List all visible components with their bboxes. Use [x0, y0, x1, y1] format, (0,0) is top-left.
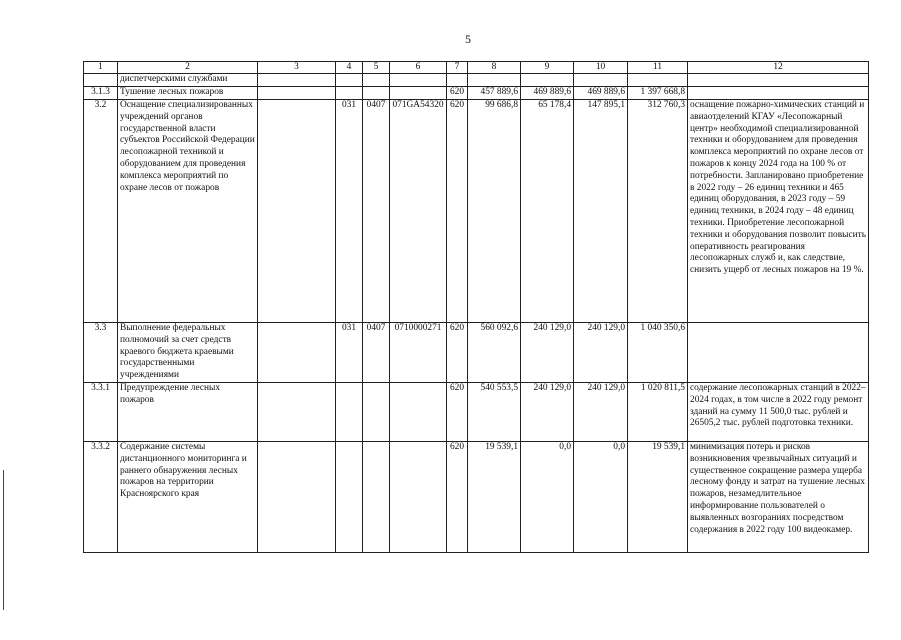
cell-year-2: 0,0	[521, 441, 574, 552]
cell-result	[688, 87, 869, 100]
cell-year-2: 240 129,0	[521, 323, 574, 383]
cell-csr: 0710000271	[390, 323, 447, 383]
cell-vr	[447, 74, 468, 87]
table-row	[84, 100, 869, 323]
row-title: диспетчерскими службами	[118, 74, 258, 87]
cell	[258, 323, 336, 383]
row-number: 3.2	[84, 100, 118, 323]
cell	[258, 87, 336, 100]
row-number: 3.3.2	[84, 441, 118, 552]
table-row	[84, 323, 869, 383]
cell-year-1: 540 553,5	[468, 382, 521, 441]
header-cell: 1	[84, 62, 118, 74]
cell-grbs	[336, 382, 363, 441]
cell-section	[363, 87, 390, 100]
cell-total: 1 020 811,5	[628, 382, 688, 441]
cell-year-3: 0,0	[574, 441, 628, 552]
cell-section: 0407	[363, 323, 390, 383]
header-cell: 9	[521, 62, 574, 74]
cell-year-2: 240 129,0	[521, 382, 574, 441]
cell-vr: 620	[447, 441, 468, 552]
row-number: 3.1.3	[84, 87, 118, 100]
cell-total: 1 397 668,8	[628, 87, 688, 100]
cell-grbs	[336, 441, 363, 552]
cell-result	[688, 74, 869, 87]
cell	[258, 100, 336, 323]
cell-section	[363, 74, 390, 87]
header-cell: 6	[390, 62, 447, 74]
header-cell: 11	[628, 62, 688, 74]
header-cell: 3	[258, 62, 336, 74]
cell-csr: 071GA54320	[390, 100, 447, 323]
cell-section: 0407	[363, 100, 390, 323]
cell-year-3	[574, 74, 628, 87]
budget-table	[83, 61, 869, 553]
cell-total: 312 760,3	[628, 100, 688, 323]
row-title: Тушение лесных пожаров	[118, 87, 258, 100]
header-cell: 12	[688, 62, 869, 74]
header-cell: 2	[118, 62, 258, 74]
cell-result: оснащение пожарно-химических станций и авиаотделений КГАУ «Лесопожарный центр» необходимой специализированной техники и оборудованием для проведения комплекса мероприятий по охране лесов от пожаров к концу 2024 года на 100 % от потребности. Запланировано приобретение в 2022 году – 26 единиц техники и 465 единиц оборудования, в 2023 году – 59 единиц техники, в 2024 году – 48 единиц техники. Приобретение лесопожарной техники и оборудования позволит повысить оперативность реагирования лесопожарных служб и, как следствие, снизить ущерб от лесных пожаров на 19 %.	[688, 100, 869, 323]
cell-grbs: 031	[336, 323, 363, 383]
table-row	[84, 74, 869, 87]
cell-csr	[390, 441, 447, 552]
cell-total	[628, 74, 688, 87]
row-title: Содержание системы дистанционного мониторинга и раннего обнаружения лесных пожаров на территории Красноярского края	[118, 441, 258, 552]
cell	[258, 74, 336, 87]
row-title: Выполнение федеральных полномочий за счет средств краевого бюджета краевыми государственными учреждениями	[118, 323, 258, 383]
cell	[258, 382, 336, 441]
row-number	[84, 74, 118, 87]
cell-csr	[390, 87, 447, 100]
cell-grbs	[336, 87, 363, 100]
header-cell: 8	[468, 62, 521, 74]
row-title: Оснащение специализированных учреждений органов государственной власти субъектов Российской Федерации лесопожарной техникой и оборудованием для проведения комплекса мероприятий по охране лесов от пожаров	[118, 100, 258, 323]
cell-total: 19 539,1	[628, 441, 688, 552]
cell-vr: 620	[447, 323, 468, 383]
cell-year-3: 147 895,1	[574, 100, 628, 323]
row-number: 3.3	[84, 323, 118, 383]
table-row	[84, 441, 869, 552]
cell-grbs: 031	[336, 100, 363, 323]
header-cell: 5	[363, 62, 390, 74]
cell-year-1: 19 539,1	[468, 441, 521, 552]
row-title: Предупреждение лесных пожаров	[118, 382, 258, 441]
cell-result: содержание лесопожарных станций в 2022–2024 годах, в том числе в 2022 году ремонт зданий на сумму 11 500,0 тыс. рублей и 26505,2 тыс. рублей подготовка техники.	[688, 382, 869, 441]
cell-csr	[390, 382, 447, 441]
cell-year-1	[468, 74, 521, 87]
cell-year-1: 99 686,8	[468, 100, 521, 323]
page-number: 5	[465, 32, 471, 46]
cell-result	[688, 323, 869, 383]
cell-year-1: 560 092,6	[468, 323, 521, 383]
cell-year-2	[521, 74, 574, 87]
cell-year-3: 240 129,0	[574, 382, 628, 441]
cell-year-2: 65 178,4	[521, 100, 574, 323]
cell-year-3: 240 129,0	[574, 323, 628, 383]
cell-vr: 620	[447, 87, 468, 100]
header-row	[84, 62, 869, 74]
cell-csr	[390, 74, 447, 87]
cell-section	[363, 382, 390, 441]
margin-line	[3, 470, 4, 610]
cell-vr: 620	[447, 100, 468, 323]
row-number: 3.3.1	[84, 382, 118, 441]
header-cell: 4	[336, 62, 363, 74]
table-row	[84, 382, 869, 441]
cell-vr: 620	[447, 382, 468, 441]
cell	[258, 441, 336, 552]
cell-total: 1 040 350,6	[628, 323, 688, 383]
header-cell: 10	[574, 62, 628, 74]
cell-section	[363, 441, 390, 552]
header-cell: 7	[447, 62, 468, 74]
cell-year-3: 469 889,6	[574, 87, 628, 100]
cell-year-2: 469 889,6	[521, 87, 574, 100]
cell-grbs	[336, 74, 363, 87]
cell-result: минимизация потерь и рисков возникновения чрезвычайных ситуаций и существенное сокращение размера ущерба лесному фонду и затрат на тушение лесных пожаров, незамедлительное информирование пользователей о выявленных возгораниях посредством содержания в 2022 году 100 видеокамер.	[688, 441, 869, 552]
table-row	[84, 87, 869, 100]
cell-year-1: 457 889,6	[468, 87, 521, 100]
